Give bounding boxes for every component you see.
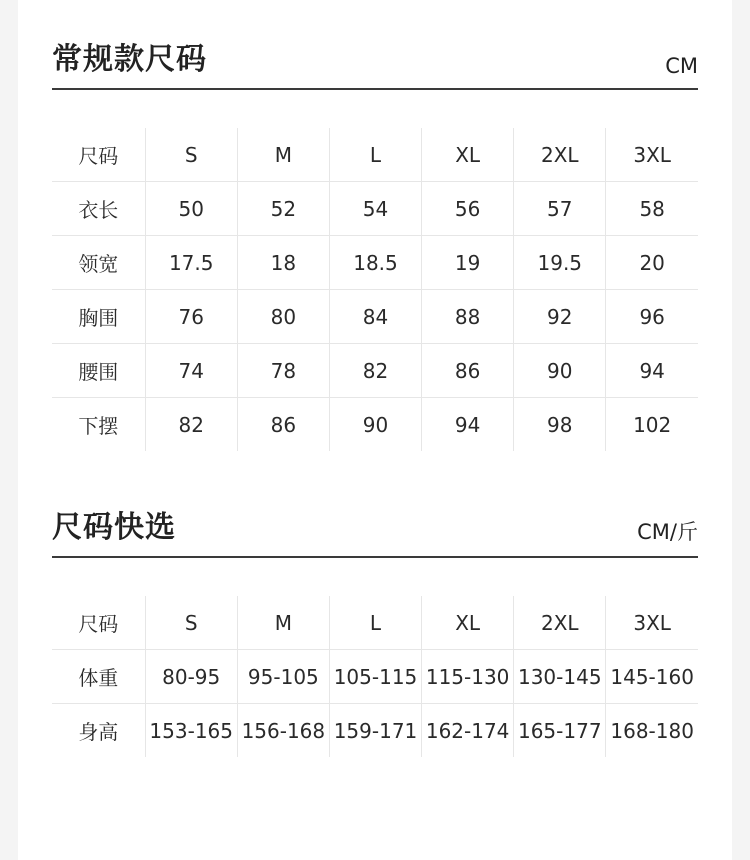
table-cell: 80 — [237, 290, 329, 344]
table-row — [52, 290, 698, 344]
table-cell: 90 — [329, 398, 421, 452]
table-header-row — [52, 596, 698, 650]
table-row — [52, 650, 698, 704]
regular-size-header — [52, 44, 698, 90]
regular-size-section — [52, 42, 698, 438]
table-cell: 78 — [237, 344, 329, 398]
table-cell: 145-160 — [606, 650, 698, 704]
table-cell: 153-165 — [145, 704, 237, 758]
table-cell: 162-174 — [422, 704, 514, 758]
table-cell: 98 — [514, 398, 606, 452]
table-cell: 18.5 — [329, 236, 421, 290]
table-cell: 56 — [422, 182, 514, 236]
table-cell: 96 — [606, 290, 698, 344]
header-cell: 3XL — [606, 128, 698, 182]
table-row — [52, 236, 698, 290]
row-label: 领宽 — [52, 236, 145, 290]
table-cell: 115-130 — [422, 650, 514, 704]
header-cell: 尺码 — [78, 612, 119, 636]
header-cell: S — [145, 128, 237, 182]
table-cell: 168-180 — [606, 704, 698, 758]
table-cell: 159-171 — [329, 704, 421, 758]
table-cell: 90 — [514, 344, 606, 398]
header-cell: L — [329, 128, 421, 182]
table-cell: 86 — [422, 344, 514, 398]
header-cell: XL — [422, 128, 514, 182]
row-label: 身高 — [52, 704, 145, 758]
table-cell: 54 — [329, 182, 421, 236]
row-label: 体重 — [52, 650, 145, 704]
table-row — [52, 182, 698, 236]
table-cell: 74 — [145, 344, 237, 398]
table-cell: 130-145 — [514, 650, 606, 704]
table-cell: 165-177 — [514, 704, 606, 758]
table-cell: 80-95 — [145, 650, 237, 704]
table-cell: 52 — [237, 182, 329, 236]
table-cell: 17.5 — [145, 236, 237, 290]
regular-size-unit: CM — [665, 54, 698, 78]
header-cell: S — [145, 596, 237, 650]
row-label: 衣长 — [52, 182, 145, 236]
header-cell: 尺码 — [78, 144, 119, 168]
table-cell: 95-105 — [237, 650, 329, 704]
table-cell: 19.5 — [514, 236, 606, 290]
table-cell: 88 — [422, 290, 514, 344]
header-cell: M — [237, 128, 329, 182]
header-cell: M — [237, 596, 329, 650]
page-edge-left — [0, 0, 18, 860]
table-cell: 84 — [329, 290, 421, 344]
table-cell: 57 — [514, 182, 606, 236]
table-cell: 82 — [329, 344, 421, 398]
table-cell: 105-115 — [329, 650, 421, 704]
quick-size-table — [52, 596, 698, 757]
header-cell: L — [329, 596, 421, 650]
table-cell: 58 — [606, 182, 698, 236]
header-cell: XL — [422, 596, 514, 650]
table-cell: 86 — [237, 398, 329, 452]
table-header-row — [52, 128, 698, 182]
regular-size-table — [52, 128, 698, 451]
quick-size-section — [52, 510, 698, 744]
table-cell: 50 — [145, 182, 237, 236]
table-cell: 76 — [145, 290, 237, 344]
row-label: 胸围 — [52, 290, 145, 344]
table-row — [52, 344, 698, 398]
table-cell: 18 — [237, 236, 329, 290]
table-row — [52, 398, 698, 452]
quick-size-header — [52, 512, 698, 558]
table-cell: 94 — [422, 398, 514, 452]
table-cell: 102 — [606, 398, 698, 452]
table-cell: 92 — [514, 290, 606, 344]
page-edge-right — [732, 0, 750, 860]
quick-size-title: 尺码快选 — [52, 510, 176, 545]
table-cell: 82 — [145, 398, 237, 452]
row-label: 下摆 — [52, 398, 145, 452]
regular-size-title: 常规款尺码 — [52, 42, 207, 77]
table-cell: 20 — [606, 236, 698, 290]
table-cell: 94 — [606, 344, 698, 398]
table-cell: 156-168 — [237, 704, 329, 758]
quick-size-unit: CM/斤 — [637, 520, 698, 544]
header-cell: 2XL — [514, 128, 606, 182]
header-cell: 2XL — [514, 596, 606, 650]
header-cell: 3XL — [606, 596, 698, 650]
table-cell: 19 — [422, 236, 514, 290]
table-row — [52, 704, 698, 758]
row-label: 腰围 — [52, 344, 145, 398]
